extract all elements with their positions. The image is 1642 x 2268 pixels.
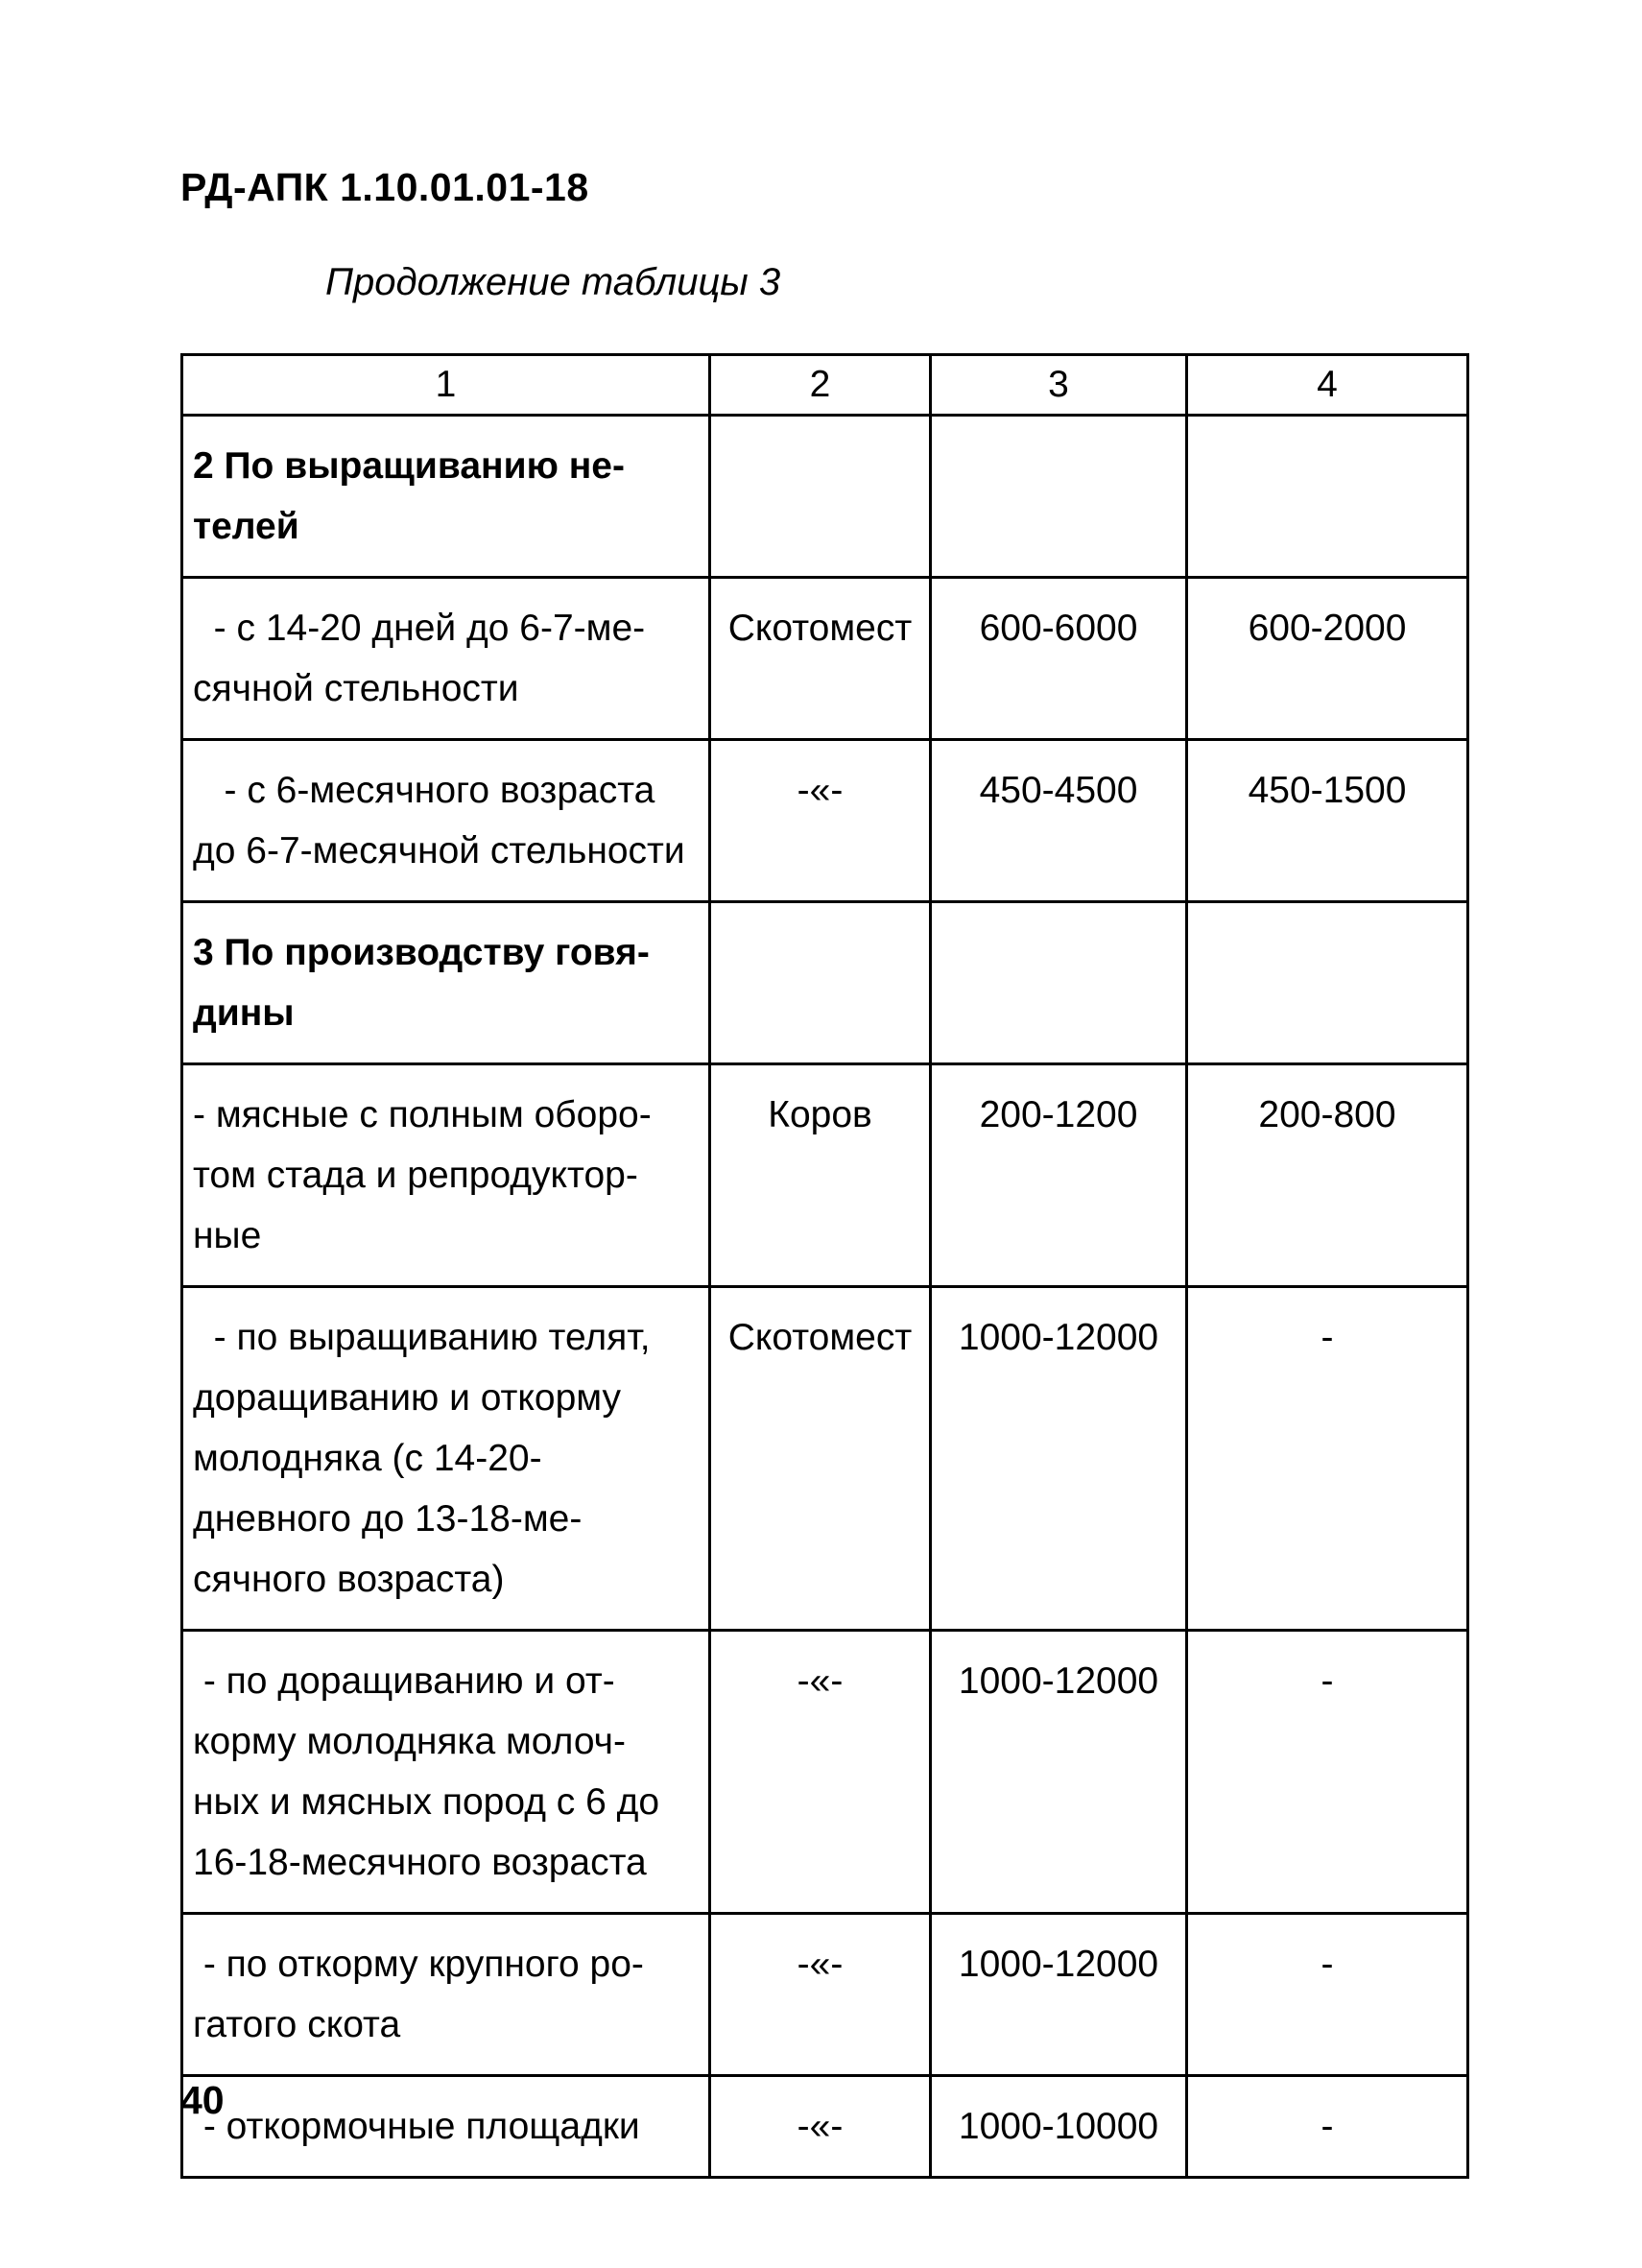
table-row <box>182 1287 1468 1631</box>
row-value-cell: 1000-12000 <box>931 1914 1187 2076</box>
table-row <box>182 740 1468 902</box>
row-value-cell <box>710 902 931 1064</box>
row-label-cell: - мясные с полным оборо- том стада и репродуктор- ные <box>182 1064 710 1287</box>
column-header: 2 <box>710 355 931 416</box>
row-label-cell: - с 6-месячного возраста до 6-7-месячной стельности <box>182 740 710 902</box>
row-label-cell: - с 14-20 дней до 6-7-ме- сячной стельности <box>182 578 710 740</box>
row-value-cell: 1000-12000 <box>931 1287 1187 1631</box>
table-header-row <box>182 355 1468 416</box>
row-label-cell: - по откорму крупного ро- гатого скота <box>182 1914 710 2076</box>
row-label-cell: - откормочные площадки <box>182 2076 710 2178</box>
table-row <box>182 1064 1468 1287</box>
row-value-cell: 200-800 <box>1187 1064 1468 1287</box>
row-value-cell <box>931 416 1187 578</box>
row-value-cell: -«- <box>710 1631 931 1914</box>
page-number: 40 <box>180 2078 225 2122</box>
table-caption: Продолжение таблицы 3 <box>325 261 781 303</box>
row-label-cell: - по выращиванию телят, доращиванию и откорму молодняка (с 14-20- дневного до 13-18-ме- сячного возраста) <box>182 1287 710 1631</box>
document-code: РД-АПК 1.10.01.01-18 <box>180 165 589 209</box>
row-value-cell <box>1187 416 1468 578</box>
data-table <box>180 353 1469 2179</box>
row-value-cell: 450-4500 <box>931 740 1187 902</box>
row-value-cell: 600-6000 <box>931 578 1187 740</box>
row-value-cell <box>931 902 1187 1064</box>
row-value-cell: Скотомест <box>710 578 931 740</box>
table-row <box>182 1631 1468 1914</box>
row-value-cell: - <box>1187 2076 1468 2178</box>
column-header: 1 <box>182 355 710 416</box>
row-value-cell: Коров <box>710 1064 931 1287</box>
row-value-cell: 200-1200 <box>931 1064 1187 1287</box>
row-label-cell: 2 По выращиванию не- телей <box>182 416 710 578</box>
table-row <box>182 578 1468 740</box>
row-label-cell: - по доращиванию и от- корму молодняка молоч- ных и мясных пород с 6 до 16-18-месячного возраста <box>182 1631 710 1914</box>
row-value-cell <box>710 416 931 578</box>
table-row <box>182 1914 1468 2076</box>
row-value-cell: 1000-12000 <box>931 1631 1187 1914</box>
row-value-cell: - <box>1187 1631 1468 1914</box>
row-value-cell: Скотомест <box>710 1287 931 1631</box>
row-value-cell: -«- <box>710 1914 931 2076</box>
row-label-cell: 3 По производству говя- дины <box>182 902 710 1064</box>
row-value-cell: 600-2000 <box>1187 578 1468 740</box>
row-value-cell: 450-1500 <box>1187 740 1468 902</box>
column-header: 4 <box>1187 355 1468 416</box>
table-row <box>182 2076 1468 2178</box>
row-value-cell: - <box>1187 1914 1468 2076</box>
row-value-cell: -«- <box>710 740 931 902</box>
section-row <box>182 416 1468 578</box>
row-value-cell: -«- <box>710 2076 931 2178</box>
row-value-cell: 1000-10000 <box>931 2076 1187 2178</box>
column-header: 3 <box>931 355 1187 416</box>
row-value-cell <box>1187 902 1468 1064</box>
section-row <box>182 902 1468 1064</box>
row-value-cell: - <box>1187 1287 1468 1631</box>
